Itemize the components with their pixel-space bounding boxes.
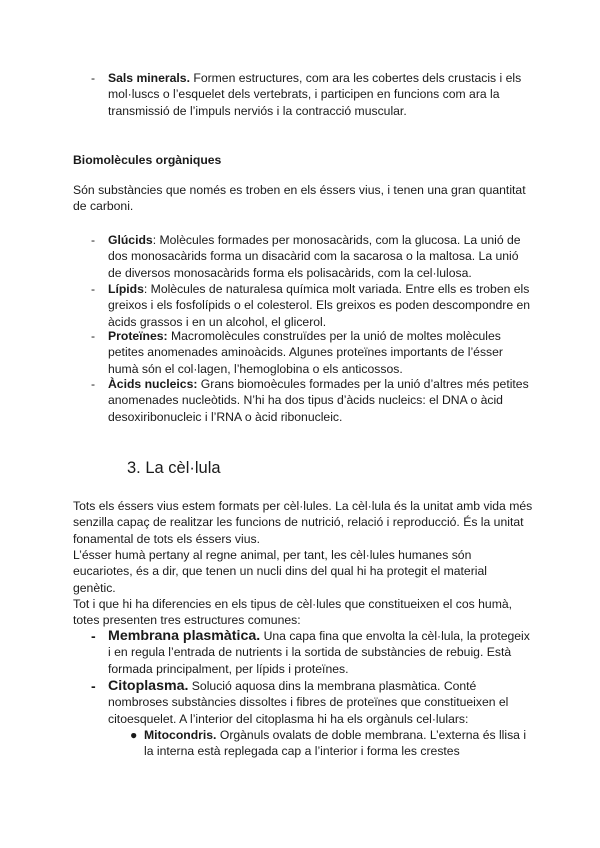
term: Membrana plasmàtica. [108, 628, 261, 644]
term: Glúcids [108, 233, 153, 247]
list-item-glucids [92, 232, 532, 281]
dash-marker: - [91, 282, 96, 296]
definition: Solució aquosa dins la membrana plasmàtica. Conté nombroses substàncies dissoltes i fibres de proteïnes que constitueixen el citoesquelet. A l’interior del citoplasma hi ha els orgànuls cel·lulars: [108, 679, 509, 726]
definition: Una capa fina que envolta la cèl·lula, la protegeix i en regula l’entrada de nutrients i la sortida de substàncies de rebuig. Està formada principalment, per lípids i proteïnes. [108, 629, 530, 676]
dash-marker: - [91, 377, 96, 391]
definition: Macromolècules construïdes per la unió de moltes molècules petites anomenades aminoàcids. Algunes proteïnes importants de l’ésser humà són el col·lagen, l’hemoglobina o els anticossos. [108, 329, 503, 376]
list-item-sals-minerals [92, 70, 532, 119]
dash-marker: - [91, 628, 96, 644]
section-heading-cell: 3. La cèl·lula [127, 459, 221, 477]
list-item-acids-nucleics [92, 376, 532, 425]
definition: : Molècules de naturalesa química molt variada. Entre ells es troben els greixos i els fosfolípids o el colesterol. Els greixos es poden descompondre en àcids grassos i en un alcohol, el glicerol. [108, 282, 531, 329]
section-heading-organics: Biomolècules orgàniques [73, 153, 222, 167]
list-item-mitocondris [130, 727, 535, 760]
dash-marker: - [91, 329, 96, 343]
definition: : Molècules formades per monosacàrids, com la glucosa. La unió de dos monosacàrids forma un disacàrid com la sacarosa o la maltosa. La unió de diversos monosacàrids forma els polisacàrids, com la cel·lulosa. [108, 233, 521, 280]
bullet-dot: ● [130, 728, 138, 742]
definition: Formen estructures, com ara les cobertes dels crustacis i els mol·luscs o l’esquelet dels vertebrats, i participen en funcions com ara la transmissió de l’impuls nerviós i la contracció muscular. [108, 71, 522, 118]
list-item-membrana [92, 628, 532, 677]
paragraph-cell-1: Tots els éssers vius estem formats per cèl·lules. La cèl·lula és la unitat amb vida més senzilla capaç de realitzar les funcions de nutrició, relació i reproducció. És la unitat fonamental de tots els éssers vius. [73, 499, 533, 546]
term: Citoplasma. [108, 678, 189, 694]
paragraph-organics-intro: Són substàncies que només es troben en els éssers vius, i tenen una gran quantitat de carboni. [73, 183, 526, 214]
term: Lípids [108, 282, 144, 296]
dash-marker: - [91, 71, 96, 85]
term: Mitocondris. [144, 728, 217, 742]
list-item-citoplasma [92, 678, 532, 727]
paragraph-cell-2: L’ésser humà pertany al regne animal, per tant, les cèl·lules humanes són eucariotes, és a dir, que tenen un nucli dins del qual hi ha protegit el material genètic. [73, 548, 487, 595]
term: Àcids nucleics: [108, 377, 198, 391]
list-item-proteines [92, 328, 532, 377]
definition: Grans biomoècules formades per la unió d’altres més petites anomenades nucleòtids. N’hi ha dos tipus d’àcids nucleics: el DNA o àcid desoxiribonucleic i l’RNA o àcid ribonucleic. [108, 377, 529, 424]
paragraph-cell-3: Tot i que hi ha diferencies en els tipus de cèl·lules que constitueixen el cos humà, totes presenten tres estructures comunes: [73, 597, 513, 628]
term: Sals minerals. [108, 71, 190, 85]
dash-marker: - [91, 678, 96, 694]
term: Proteïnes: [108, 329, 168, 343]
dash-marker: - [91, 233, 96, 247]
definition: Orgànuls ovalats de doble membrana. L’externa és llisa i la interna està replegada cap a l’interior i forma les crestes [144, 728, 527, 759]
list-item-lipids [92, 281, 532, 330]
